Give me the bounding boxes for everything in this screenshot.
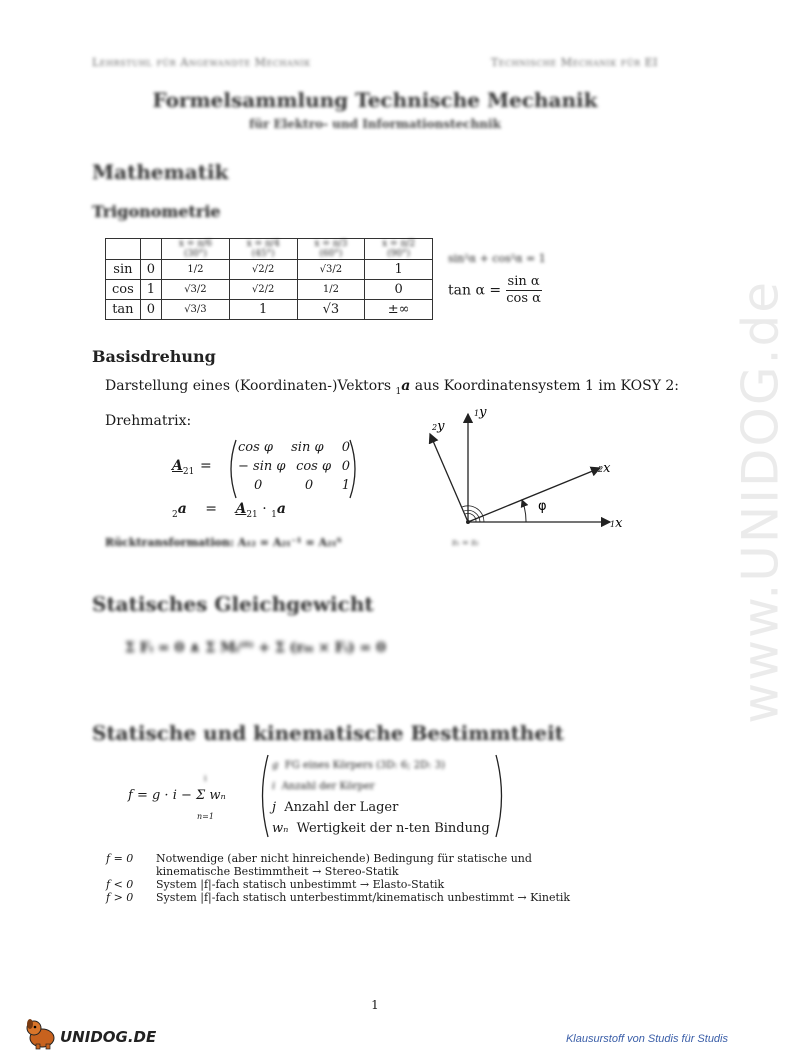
bestimmtheit-legend — [272, 755, 490, 839]
table-cell: √3/2 — [297, 260, 365, 280]
phi-label: φ — [538, 499, 547, 514]
gleichgewicht-formula: Σ Fᵢ = 0 ∧ Σ Mᵢ⁽⁰⁾ + Σ (r₀ᵢ × Fᵢ) = 0 — [125, 640, 386, 656]
table-cell: ±∞ — [365, 300, 433, 320]
matrix-grid — [238, 440, 350, 497]
matrix-cell: 0 — [341, 459, 350, 474]
sum-lower: n=1 — [197, 812, 214, 821]
table-row: f > 0 System |f|-fach statisch unterbestimmt/kinematisch unbestimmt → Kinetik — [106, 891, 571, 904]
tan-formula — [448, 274, 542, 307]
header-right: Technische Mechanik für EI — [490, 56, 658, 69]
basis-intro-b: aus Koordinatensystem 1 im KOSY 2: — [410, 378, 680, 394]
section-trigonometrie: Trigonometrie — [92, 202, 221, 221]
x1-label: 1x — [610, 516, 623, 531]
logo-text: UNIDOG.DE — [60, 1028, 157, 1046]
brace-right — [496, 755, 502, 837]
table-row — [106, 300, 433, 320]
table-header — [140, 239, 161, 260]
bestimmtheit-formula: f = g · i − Σ wₙ — [128, 788, 226, 803]
tan-lhs: tan α = — [448, 282, 502, 299]
matrix-cell: 0 — [304, 478, 314, 493]
matrix-cell: cos φ — [238, 440, 274, 455]
table-row — [106, 280, 433, 300]
eq2-sub-rhs: 1 — [271, 509, 277, 520]
rotation-diagram — [418, 402, 628, 552]
sum-upper: i — [204, 774, 207, 783]
eq2-rhs-vec: a — [276, 501, 286, 517]
eq2-a: A — [235, 501, 247, 517]
table-cell: 0 — [365, 280, 433, 300]
eq-sign: = — [200, 458, 212, 474]
eq2-a-sub: 21 — [246, 509, 258, 520]
table-row: f = 0 Notwendige (aber nicht hinreichende) Bedingung für statische und — [106, 852, 532, 865]
table-cell: √3/3 — [162, 300, 230, 320]
section-bestimmtheit: Statische und kinematische Bestimmtheit — [92, 721, 564, 745]
table-cell: 1 — [365, 260, 433, 280]
x2-axis — [468, 468, 600, 522]
z-axis-label: z₁ = z₂ — [452, 538, 479, 547]
ruecktransformation: Rücktransformation: A₁₂ = A₂₁⁻¹ = A₂₁ᵀ — [105, 536, 342, 549]
table-header: x = π/4 (45°) — [229, 239, 297, 260]
table-row: kinematische Bestimmtheit → Stereo-Statik — [156, 865, 399, 878]
tan-denominator: cos α — [506, 291, 541, 306]
brace-left — [263, 755, 269, 837]
matrix-cell: 0 — [254, 478, 263, 493]
a21-sub: 21 — [182, 466, 195, 477]
eq2-dot: · — [262, 501, 272, 517]
basis-intro-vec: a — [401, 378, 411, 394]
legend-row: i Anzahl der Körper — [272, 781, 375, 792]
basis-intro-a: Darstellung eines (Koordinaten-)Vektors — [105, 378, 396, 394]
table-cell: 0 — [140, 300, 161, 320]
eq2-sub-lhs: 2 — [172, 509, 178, 520]
legend-row: j Anzahl der Lager — [272, 800, 399, 815]
table-cell: 0 — [140, 260, 161, 280]
table-cell: √2/2 — [229, 260, 297, 280]
x2-label: 2x — [598, 461, 611, 476]
trig-identity: sin²α + cos²α = 1 — [448, 252, 546, 265]
dog-logo-icon — [22, 1016, 60, 1050]
y2-label: 2y — [432, 419, 445, 434]
table-cell: √3 — [297, 300, 365, 320]
tan-numerator: sin α — [507, 274, 540, 289]
matrix-cell: 1 — [341, 478, 350, 493]
section-basisdrehung: Basisdrehung — [92, 347, 216, 366]
matrix-cell: 0 — [341, 440, 350, 455]
table-cell: 1/2 — [297, 280, 365, 300]
footer-slogan: Klausurstoff von Studis für Studis — [565, 1033, 728, 1045]
table-header: x = π/6 (30°) — [162, 239, 230, 260]
phi-arc — [522, 500, 526, 522]
table-header: x = π/3 (60°) — [297, 239, 365, 260]
matrix-cell: − sin φ — [238, 459, 286, 474]
matrix-cell: sin φ — [291, 440, 324, 455]
eq2-sign: = — [205, 501, 217, 517]
page-subtitle: für Elektro- und Informationstechnik — [249, 117, 501, 131]
origin-point — [466, 520, 470, 524]
matrix-right-paren — [350, 440, 355, 498]
y1-label: 1y — [474, 405, 487, 420]
table-row: f < 0 System |f|-fach statisch unbestimmt → Elasto-Statik — [106, 878, 445, 891]
matrix-left-paren — [231, 440, 236, 498]
section-mathematik: Mathematik — [92, 160, 229, 184]
table-header: x = π/2 (90°) — [365, 239, 433, 260]
table-cell: tan — [106, 300, 141, 320]
matrix-cell: cos φ — [296, 459, 332, 474]
page-title: Formelsammlung Technische Mechanik — [152, 88, 598, 112]
drehmatrix-label: Drehmatrix: — [105, 413, 192, 429]
header-left: Lehrstuhl für Angewandte Mechanik — [92, 56, 311, 69]
table-cell: cos — [106, 280, 141, 300]
conditions-table — [106, 852, 570, 904]
table-cell: √3/2 — [162, 280, 230, 300]
legend-row: g FG eines Körpers (3D: 6; 2D: 3) — [272, 760, 445, 771]
legend-row: wₙ Wertigkeit der n-ten Bindung — [272, 821, 490, 836]
table-header — [106, 239, 141, 260]
trig-table — [105, 238, 433, 320]
a21-letter: A — [172, 458, 183, 474]
page-number: 1 — [371, 998, 379, 1012]
table-cell: √2/2 — [229, 280, 297, 300]
transform-eq — [172, 501, 286, 520]
table-cell: 1/2 — [162, 260, 230, 280]
table-row — [106, 260, 433, 280]
tan-fraction — [506, 274, 542, 307]
table-cell: sin — [106, 260, 141, 280]
eq2-lhs-vec: a — [177, 501, 187, 517]
basis-intro — [105, 378, 679, 397]
table-cell: 1 — [140, 280, 161, 300]
section-gleichgewicht: Statisches Gleichgewicht — [92, 592, 374, 616]
basis-intro-sub: 1 — [395, 386, 402, 397]
table-cell: 1 — [229, 300, 297, 320]
a21-symbol — [172, 458, 194, 477]
y2-axis — [430, 434, 468, 522]
watermark: www.UNIDOG.de — [732, 280, 790, 724]
